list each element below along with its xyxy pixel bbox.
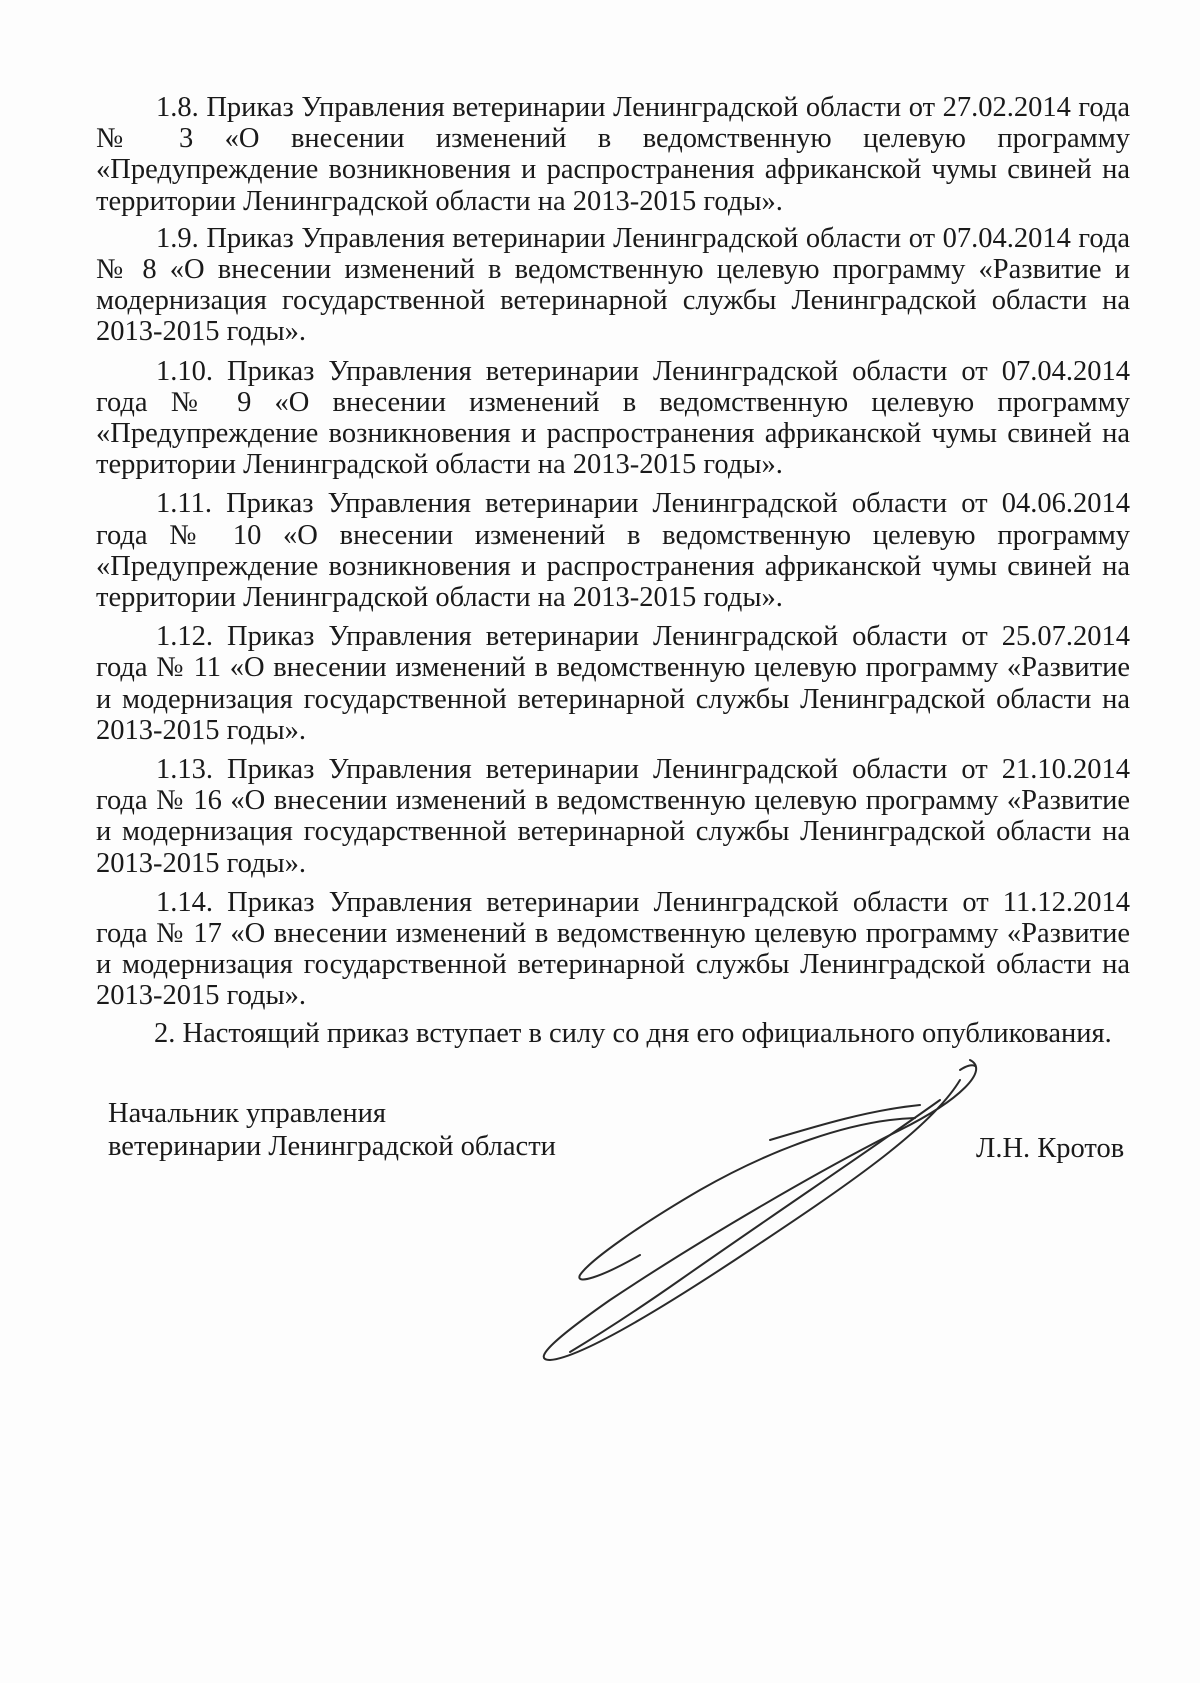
signatory-name: Л.Н. Кротов	[976, 1133, 1125, 1164]
paragraph-1-10: 1.10. Приказ Управления ветеринарии Ленинградской области от 07.04.2014 года № 9 «О внесении изменений в ведомственную целевую программу «Предупреждение возникновения и распространения африканской чумы свиней на территории Ленинградской области на 2013-2015 годы».	[96, 355, 1130, 481]
position-line-2: ветеринарии Ленинградской области	[108, 1131, 556, 1162]
paragraph-1-14: 1.14. Приказ Управления ветеринарии Ленинградской области от 11.12.2014 года № 17 «О внесении изменений в ведомственную целевую программу «Развитие и модернизация государственной ветеринарной службы Ленинградской области на 2013-2015 годы».	[96, 886, 1130, 1012]
paragraph-1-12: 1.12. Приказ Управления ветеринарии Ленинградской области от 25.07.2014 года № 11 «О внесении изменений в ведомственную целевую программу «Развитие и модернизация государственной ветеринарной службы Ленинградской области на 2013-2015 годы».	[96, 621, 1130, 746]
position-line-1: Начальник управления	[108, 1098, 386, 1129]
handwritten-signature-icon	[520, 1040, 1040, 1400]
paragraph-1-8: 1.8. Приказ Управления ветеринарии Ленинградской области от 27.02.2014 года № 3 «О внесении изменений в ведомственную целевую программу «Предупреждение возникновения и распространения африканской чумы свиней на территории Ленинградской области на 2013-2015 годы».	[96, 92, 1130, 217]
paragraph-1-11: 1.11. Приказ Управления ветеринарии Ленинградской области от 04.06.2014 года № 10 «О внесении изменений в ведомственную целевую программу «Предупреждение возникновения и распространения африканской чумы свиней на территории Ленинградской области на 2013-2015 годы».	[96, 488, 1130, 614]
signatory-position	[108, 1097, 556, 1163]
paragraph-1-9: 1.9. Приказ Управления ветеринарии Ленинградской области от 07.04.2014 года № 8 «О внесении изменений в ведомственную целевую программу «Развитие и модернизация государственной ветеринарной службы Ленинградской области на 2013-2015 годы».	[96, 222, 1130, 348]
final-clause: 2. Настоящий приказ вступает в силу со дня его официального опубликования.	[154, 1017, 1112, 1049]
document-body	[96, 92, 1130, 1049]
paragraph-1-13: 1.13. Приказ Управления ветеринарии Ленинградской области от 21.10.2014 года № 16 «О внесении изменений в ведомственную целевую программу «Развитие и модернизация государственной ветеринарной службы Ленинградской области на 2013-2015 годы».	[96, 754, 1130, 879]
